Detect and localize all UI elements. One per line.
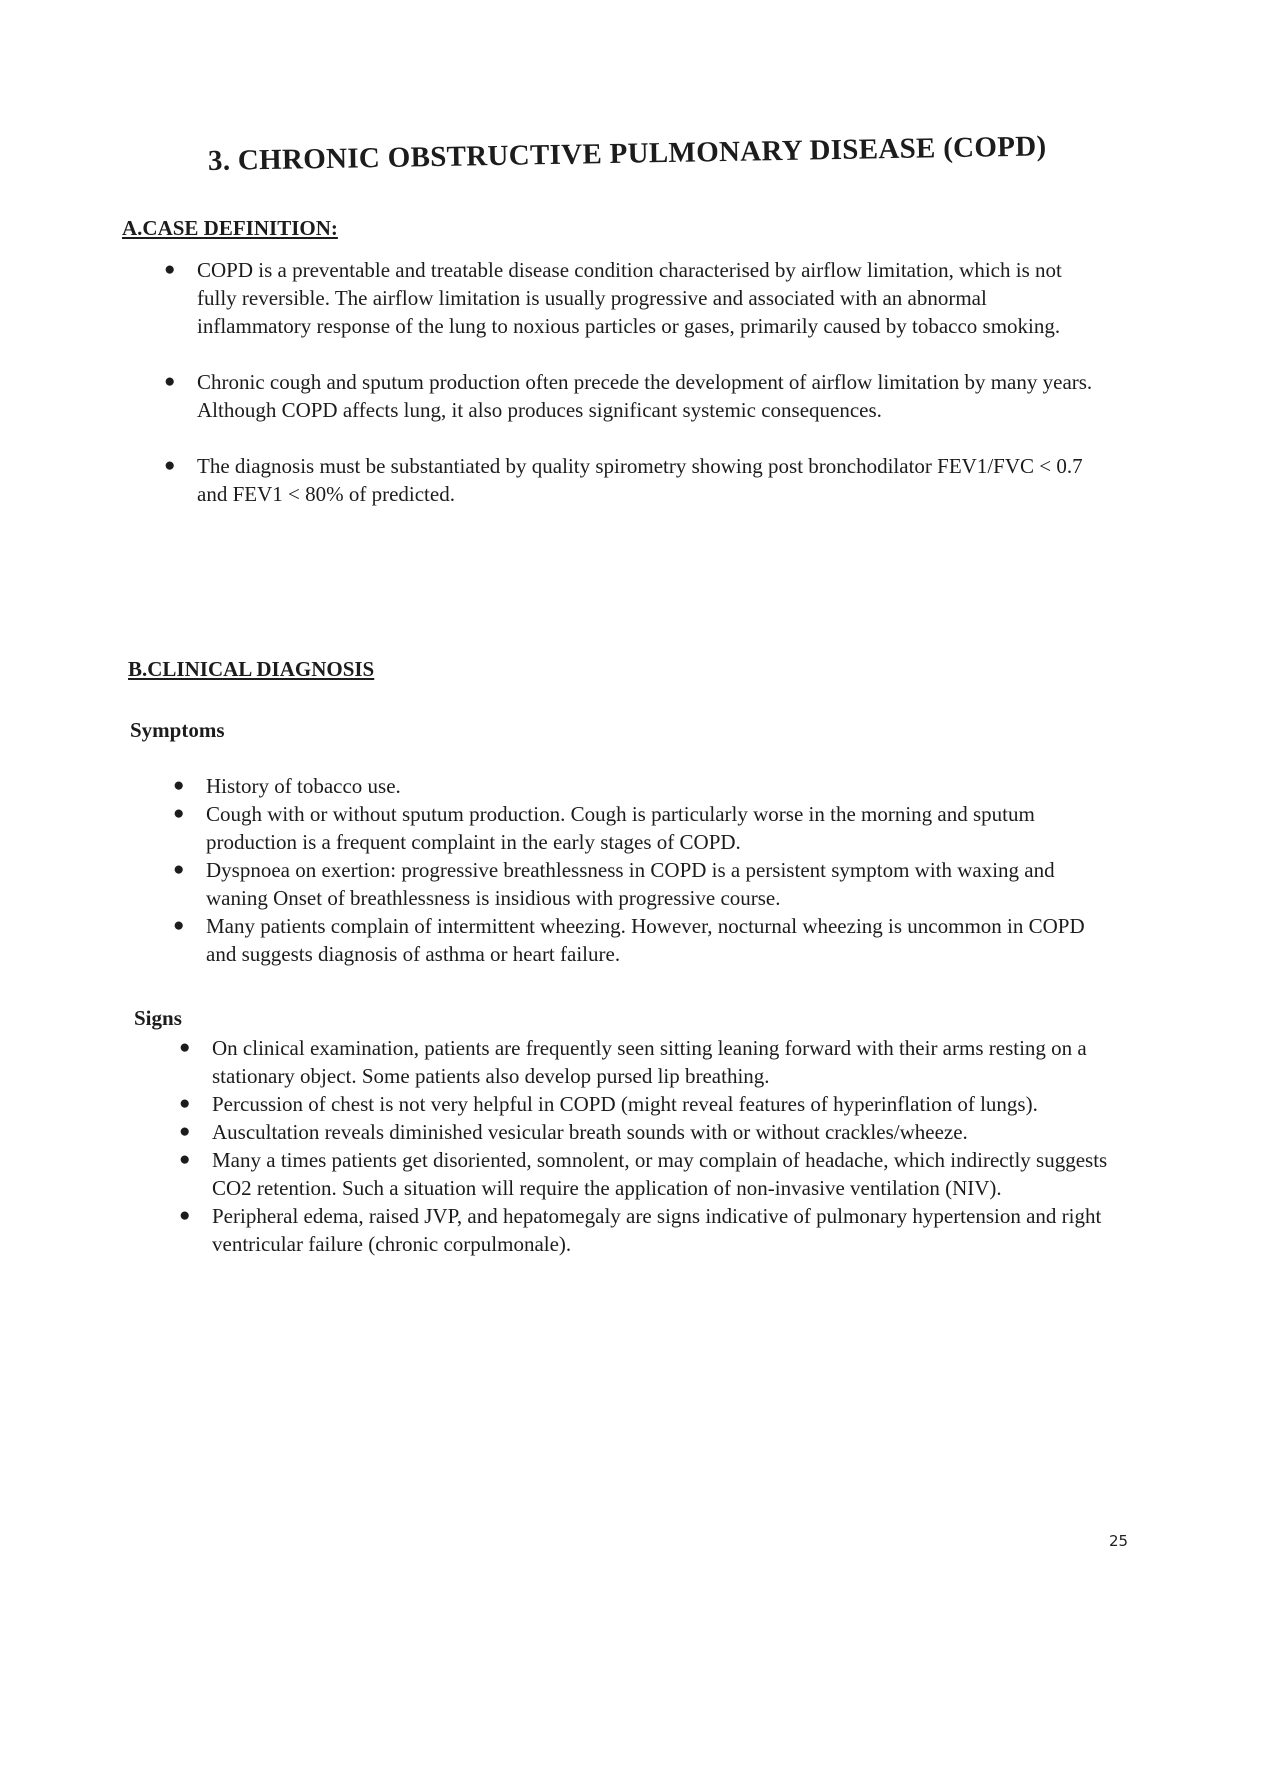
page-number: 25 — [1109, 1532, 1129, 1550]
bullet-icon: ● — [164, 371, 176, 392]
signs-heading: Signs — [134, 1006, 182, 1030]
list-item-text: Auscultation reveals diminished vesicular breath sounds with or without crackles/wheeze. — [212, 1120, 968, 1144]
case-definition-list — [164, 256, 1102, 508]
bullet-icon: ● — [179, 1149, 191, 1170]
list-item-text: Peripheral edema, raised JVP, and hepatomegaly are signs indicative of pulmonary hypertension and right ventricular failure (chronic corpulmonale). — [212, 1204, 1102, 1256]
list-item — [164, 256, 1102, 340]
list-item-text: The diagnosis must be substantiated by quality spirometry showing post bronchodilator FEV1/FVC < 0.7 and FEV1 < 80% of predicted. — [197, 454, 1083, 506]
list-item — [164, 368, 1102, 424]
bullet-icon: ● — [173, 775, 185, 796]
bullet-icon: ● — [179, 1121, 191, 1142]
bullet-icon: ● — [179, 1205, 191, 1226]
list-item — [179, 1034, 1127, 1090]
bullet-icon: ● — [164, 455, 176, 476]
list-item — [179, 1118, 1127, 1146]
section-a-heading: A.CASE DEFINITION: — [122, 216, 338, 240]
page-title: 3. CHRONIC OBSTRUCTIVE PULMONARY DISEASE (COPD) — [207, 130, 1047, 177]
list-item-text: Cough with or without sputum production. Cough is particularly worse in the morning and sputum production is a frequent complaint in the early stages of COPD. — [206, 802, 1035, 854]
symptoms-list — [173, 772, 1116, 968]
list-item-text: On clinical examination, patients are frequently seen sitting leaning forward with their arms resting on a stationary object. Some patients also develop pursed lip breathing. — [212, 1036, 1087, 1088]
bullet-icon: ● — [179, 1093, 191, 1114]
list-item — [179, 1146, 1127, 1202]
list-item — [173, 800, 1116, 856]
list-item — [179, 1090, 1127, 1118]
list-item-text: Chronic cough and sputum production often precede the development of airflow limitation by many years. Although COPD affects lung, it also produces significant systemic consequences. — [197, 370, 1093, 422]
list-item — [164, 452, 1102, 508]
section-b-heading: B.CLINICAL DIAGNOSIS — [128, 657, 375, 681]
bullet-icon: ● — [173, 915, 185, 936]
signs-list — [179, 1034, 1127, 1258]
list-item — [173, 912, 1116, 968]
list-item-text: History of tobacco use. — [206, 774, 401, 798]
list-item-text: COPD is a preventable and treatable disease condition characterised by airflow limitation, which is not fully reversible. The airflow limitation is usually progressive and associated with an abnormal inflammatory response of the lung to noxious particles or gases, primarily caused by tobacco smoking. — [197, 258, 1062, 338]
bullet-icon: ● — [173, 859, 185, 880]
bullet-icon: ● — [179, 1037, 191, 1058]
bullet-icon: ● — [173, 803, 185, 824]
list-item-text: Many a times patients get disoriented, somnolent, or may complain of headache, which indirectly suggests CO2 retention. Such a situation will require the application of non-invasive ventilation (NIV). — [212, 1148, 1108, 1200]
list-item-text: Many patients complain of intermittent wheezing. However, nocturnal wheezing is uncommon in COPD and suggests diagnosis of asthma or heart failure. — [206, 914, 1085, 966]
symptoms-heading: Symptoms — [130, 718, 225, 742]
list-item — [179, 1202, 1127, 1258]
list-item — [173, 856, 1116, 912]
list-item-text: Percussion of chest is not very helpful in COPD (might reveal features of hyperinflation of lungs). — [212, 1092, 1038, 1116]
list-item-text: Dyspnoea on exertion: progressive breathlessness in COPD is a persistent symptom with waxing and waning Onset of breathlessness is insidious with progressive course. — [206, 858, 1055, 910]
bullet-icon: ● — [164, 259, 176, 280]
list-item — [173, 772, 1116, 800]
